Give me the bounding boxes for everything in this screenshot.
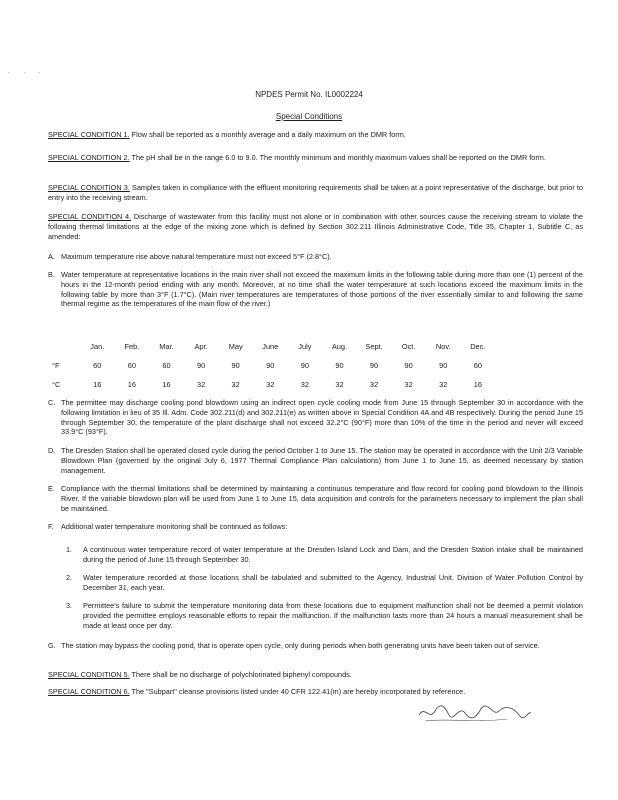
permit-number: NPDES Permit No. IL0002224 (255, 90, 363, 99)
item-c-label: C. (48, 398, 56, 407)
table-header-row (48, 337, 495, 356)
special-condition-1-text: Flow shall be reported as a monthly average and a daily maximum on the DMR form. (129, 130, 406, 139)
table-cell: 90 (335, 360, 344, 370)
special-condition-5-label: SPECIAL CONDITION 5. (48, 670, 130, 679)
unit-label: °F (52, 360, 60, 370)
month-header: Jan. (90, 341, 105, 351)
handwritten-signature (415, 701, 535, 725)
table-cell: 32 (369, 379, 379, 389)
table-cell: 60 (473, 360, 482, 370)
item-f-label: F. (48, 522, 54, 531)
special-condition-6-label: SPECIAL CONDITION 6. (48, 687, 130, 696)
item-a-label: A. (48, 252, 55, 261)
month-header: May (228, 341, 243, 351)
month-header: Feb. (124, 341, 140, 351)
table-row-fahrenheit (48, 356, 495, 375)
special-condition-1 (48, 130, 583, 140)
item-e-label: E. (48, 484, 55, 493)
monitoring-item-3-text: Permittee's failure to submit the temperature monitoring data from these locations due to equipment malfunction shall not be deemed a permit violation provided the permittee employs reasonable efforts to repair the malfunction. If the malfunction lasts more than 24 hours a manual measurement shall be made at least once per day. (83, 601, 583, 630)
table-cell: 90 (266, 360, 275, 370)
scan-marks: . . . (8, 69, 47, 75)
table-cell: 60 (127, 360, 136, 370)
table-cell: 32 (335, 379, 344, 389)
table-cell: 32 (231, 379, 240, 389)
special-condition-3-label: SPECIAL CONDITION 3. (48, 183, 130, 192)
condition-item-f (48, 522, 583, 532)
month-header: Oct. (401, 341, 416, 351)
item-b-label: B. (48, 270, 55, 279)
monitoring-item-1-label: 1. (66, 545, 73, 554)
special-condition-1-label: SPECIAL CONDITION 1. (48, 130, 130, 139)
month-header: Apr. (194, 341, 208, 351)
unit-label: °C (52, 379, 61, 389)
monitoring-item-1-text: A continuous water temperature record of water temperature at the Dresden Island Lock and Dam, and the Dresden Station intake shall be maintained during the period of June 15 through September 30. (83, 545, 583, 564)
table-cell: 90 (300, 360, 309, 370)
temperature-limits-table (48, 337, 495, 394)
table-cell: 32 (439, 379, 448, 389)
table-cell: 90 (369, 360, 379, 370)
month-header: Dec. (470, 341, 486, 351)
table-cell: 32 (404, 379, 413, 389)
table-cell: 16 (162, 379, 171, 389)
condition-item-g (48, 641, 583, 651)
special-condition-4-label: SPECIAL CONDITION 4. (48, 212, 132, 221)
table-cell: 90 (404, 360, 413, 370)
month-header: Aug. (331, 341, 348, 351)
special-condition-6-text: The "Subpart" cleanse provisions listed under 40 CFR 122.41(m) are hereby incorporated by reference. (129, 687, 466, 696)
monitoring-item-2-label: 2. (66, 573, 73, 582)
special-condition-3 (48, 183, 583, 203)
special-condition-3-text: Samples taken in compliance with the effluent monitoring requirements shall be taken at a point representative of the discharge, but prior to entry into the receiving stream. (48, 183, 583, 202)
item-e-text: Compliance with the thermal limitations shall be determined by maintaining a continuous temperature and flow record for cooling pond blowdown to the Illinois River. If the variable blowdown plan will be used from June 1 to June 15, data acquisition and controls for the parameters necessary to implement the plan shall be maintained. (61, 484, 583, 513)
item-d-label: D. (48, 446, 56, 455)
special-condition-4 (48, 212, 583, 241)
month-header: Nov. (435, 341, 451, 351)
table-cell: 60 (93, 360, 102, 370)
table-row-celsius (48, 375, 495, 394)
monitoring-item-1 (66, 545, 583, 565)
item-d-text: The Dresden Station shall be operated closed cycle during the period October 1 to June 15. The station may be operated in accordance with the Unit 2/3 Variable Blowdown Plan (governed by the original July 6, 1977 Thermal Compliance Plan calculations) from June 1 to June 15, as deemed necessary by station management. (61, 446, 583, 475)
monitoring-item-2-text: Water temperature recorded at those locations shall be tabulated and submitted to the Agency, Industrial Unit, Division of Water Pollution Control by December 31, each year. (83, 573, 583, 592)
condition-item-e (48, 484, 583, 513)
special-condition-2-label: SPECIAL CONDITION 2. (48, 153, 130, 162)
special-condition-5-text: There shall be no discharge of polychlorinated biphenyl compounds. (129, 670, 352, 679)
item-c-text: The permittee may discharge cooling pond blowdown using an indirect open cycle cooling mode from June 15 through September 30 in accordance with the following limitation in lieu of 35 Ill. Adm. Code 302.211(d) and 302.211(e) as written above in Special Condition 4A and 4B respectively. During the period June 15 through September 30, the temperature of the plant discharge shall not exceed 32.2°C (90°F) more than 10% of the time in the period and never will exceed 33.9°C (93°F). (61, 398, 583, 437)
month-header: June (262, 341, 279, 351)
table-corner-cell (48, 337, 80, 356)
table-cell: 32 (266, 379, 275, 389)
special-condition-6 (48, 687, 583, 697)
special-condition-2-text: The pH shall be in the range 6.0 to 9.0. The monthly minimum and monthly maximum values shall be reported on the DMR form. (129, 153, 546, 162)
condition-item-b (48, 270, 583, 309)
table-cell: 32 (300, 379, 309, 389)
item-b-text: Water temperature at representative locations in the main river shall not exceed the maximum limits in the following table during more than one (1) percent of the hours in the 12-month period ending with any month. Moreover, at no time shall the water temperature at such locations exceed the maximum limits in the following table by more than 3°F (1.7°C). (Main river temperatures are temperatures of those portions of the river essentially similar to and following the same thermal regime as the temperatures of the main flow of the river.) (61, 270, 583, 309)
table-cell: 90 (196, 360, 206, 370)
monitoring-item-3 (66, 601, 583, 630)
item-g-label: G. (48, 641, 56, 650)
table-cell: 16 (473, 379, 482, 389)
month-header: Mar. (159, 341, 174, 351)
item-f-text: Additional water temperature monitoring shall be continued as follows: (61, 522, 288, 531)
month-header: July (298, 341, 312, 351)
condition-item-d (48, 446, 583, 475)
special-condition-4-text: Discharge of wastewater from this facility must not alone or in combination with other sources cause the receiving stream to violate the following thermal limitations at the edge of the mixing zone which is defined by Section 302.211 Illinois Administrative Code, Title 35, Chapter 1, Subtitle C, as amended: (48, 212, 583, 241)
table-cell: 90 (439, 360, 448, 370)
table-cell: 90 (231, 360, 240, 370)
table-cell: 32 (196, 379, 206, 389)
condition-item-a (48, 252, 583, 262)
month-header: Sept. (365, 341, 383, 351)
condition-item-c (48, 398, 583, 437)
monitoring-item-3-label: 3. (66, 601, 73, 610)
item-g-text: The station may bypass the cooling pond, that is operate open cycle, only during periods when both generating units have been taken out of service. (61, 641, 540, 650)
special-conditions-title: Special Conditions (275, 112, 343, 121)
special-condition-2 (48, 153, 583, 163)
monitoring-item-2 (66, 573, 583, 593)
table-cell: 60 (162, 360, 171, 370)
table-cell: 16 (93, 379, 102, 389)
special-condition-5 (48, 670, 583, 680)
item-a-text: Maximum temperature rise above natural temperature must not exceed 5°F (2.8°C). (61, 252, 332, 261)
table-cell: 16 (127, 379, 136, 389)
